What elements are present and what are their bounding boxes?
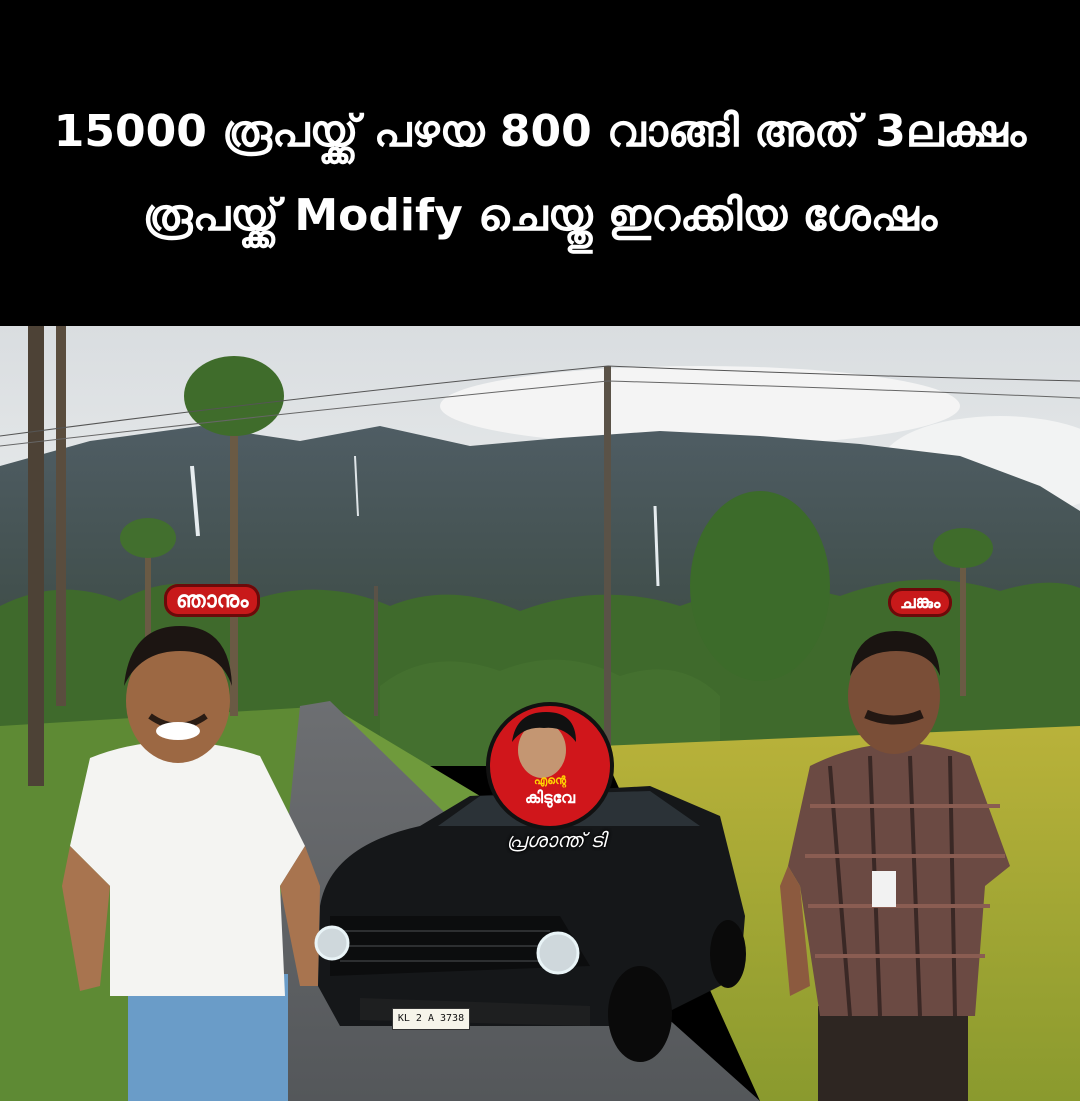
license-plate: KL 2 A 3738 bbox=[392, 1008, 470, 1030]
electric-pole bbox=[374, 586, 378, 716]
caption-banner bbox=[0, 0, 1080, 326]
meme-photo bbox=[0, 326, 1080, 1101]
logo-text-bottom: കിടുവേ bbox=[524, 788, 576, 807]
watermark-logo bbox=[484, 700, 616, 832]
electric-pole bbox=[604, 366, 611, 756]
wooden-pole bbox=[56, 326, 66, 706]
artist-signature: പ്രശാന്ത് ടി bbox=[506, 828, 606, 852]
wooden-pole bbox=[28, 326, 44, 786]
label-me: ഞാനും bbox=[164, 584, 260, 617]
caption-line-2: രൂപയ്ക്ക് Modify ചെയ്തു ഇറക്കിയ ശേഷം bbox=[142, 190, 938, 241]
big-tree bbox=[690, 491, 830, 681]
logo-text-top: എന്റെ bbox=[533, 774, 567, 787]
caption-line-1: 15000 രൂപയ്ക്ക് പഴയ 800 വാങ്ങി അത് 3ലക്ഷം bbox=[53, 106, 1027, 157]
label-friend: ചങ്കും bbox=[888, 588, 952, 617]
